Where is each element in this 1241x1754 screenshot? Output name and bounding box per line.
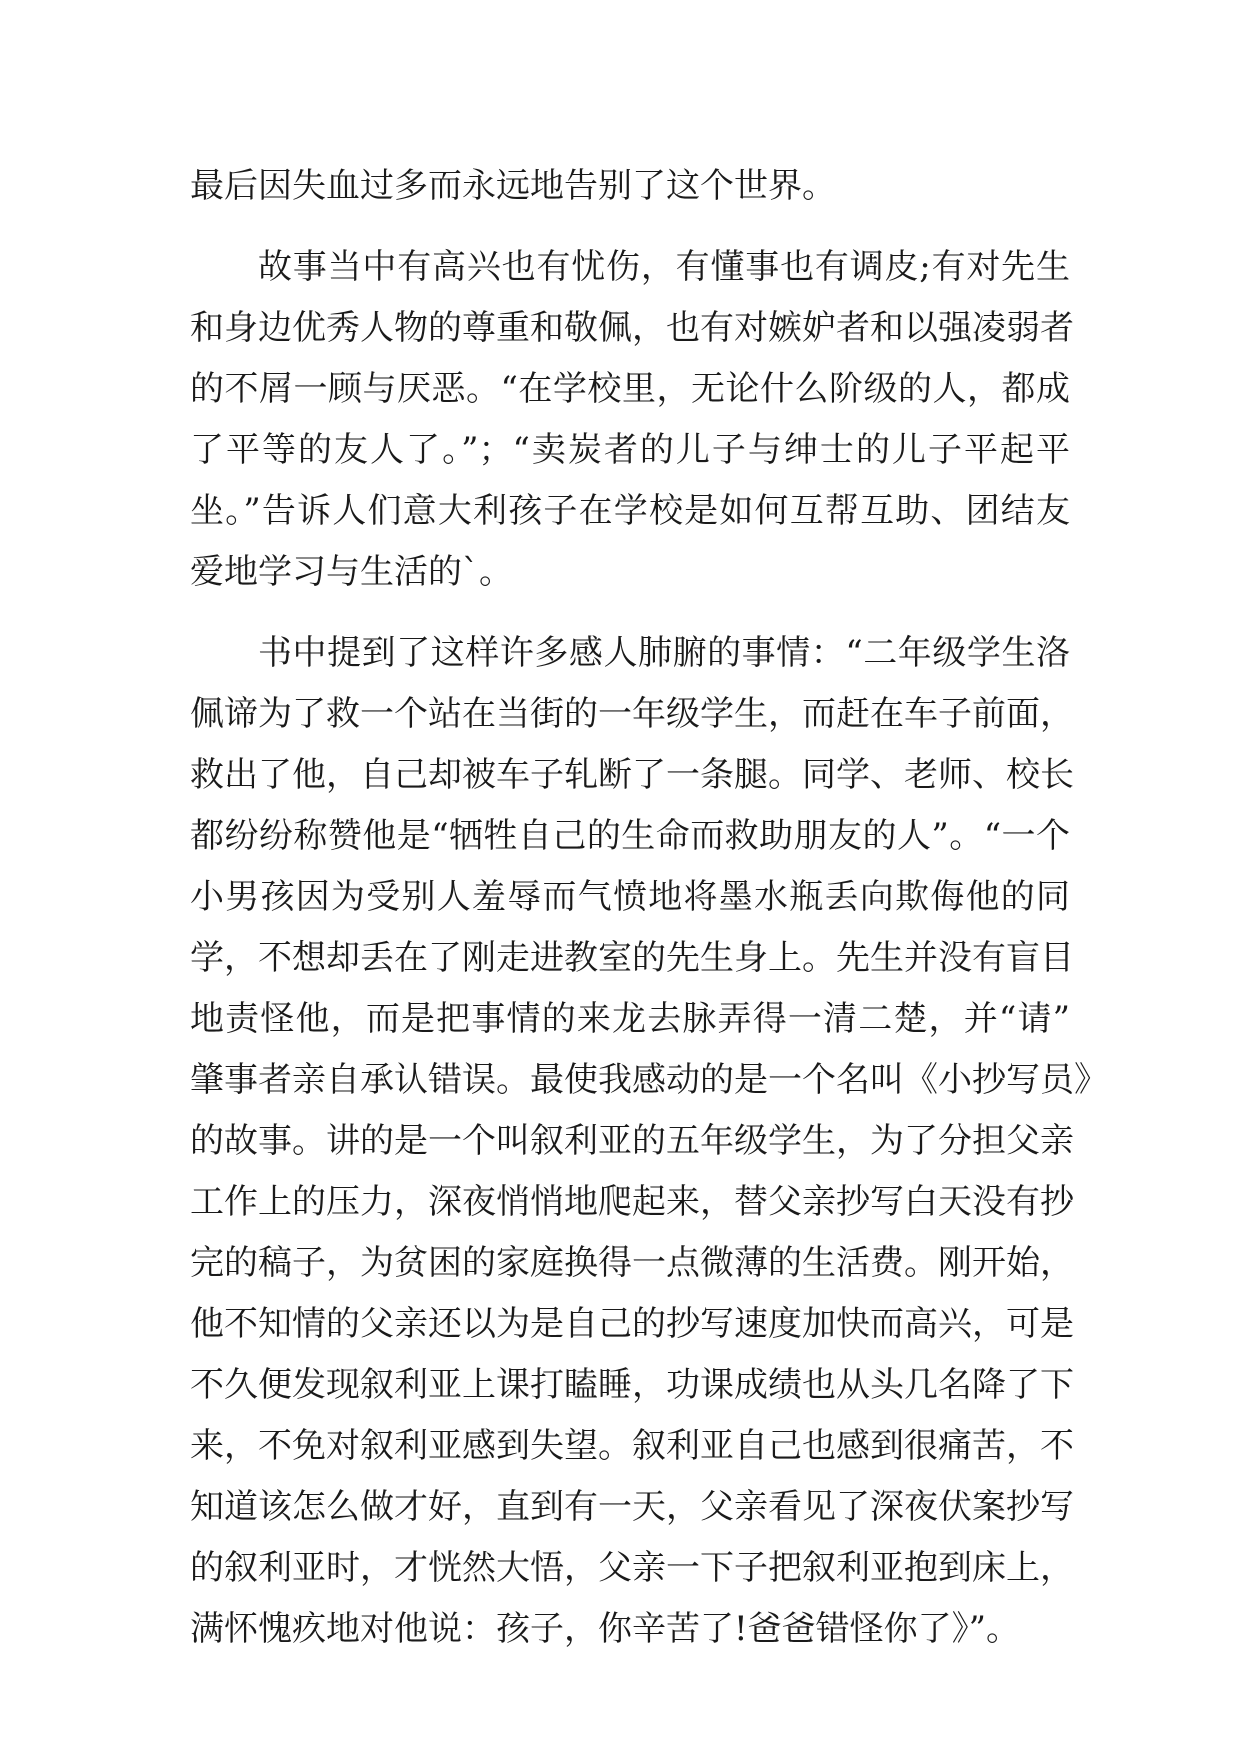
text-line: 和身边优秀人物的尊重和敬佩，也有对嫉妒者和以强凌弱者	[190, 308, 1074, 348]
text-line: 地责怪他，而是把事情的来龙去脉弄得一清二楚，并“请”	[190, 999, 1070, 1039]
text-line: 学，不想却丢在了刚走进教室的先生身上。先生并没有盲目	[190, 938, 1074, 978]
text-line: 完的稿子，为贫困的家庭换得一点微薄的生活费。刚开始，	[190, 1243, 1074, 1283]
text-line: 的不屑一顾与厌恶。“在学校里，无论什么阶级的人，都成	[190, 369, 1070, 409]
paragraph-1	[190, 156, 1070, 217]
text-line: 他不知情的父亲还以为是自己的抄写速度加快而高兴，可是	[190, 1304, 1074, 1344]
text-line: 不久便发现叙利亚上课打瞌睡，功课成绩也从头几名降了下	[190, 1365, 1074, 1405]
body-text	[190, 156, 1108, 1660]
text-line: 来，不免对叙利亚感到失望。叙利亚自己也感到很痛苦，不	[190, 1426, 1074, 1466]
text-line: 书中提到了这样许多感人肺腑的事情：“二年级学生洛	[258, 633, 1070, 673]
text-line: 小男孩因为受别人羞辱而气愤地将墨水瓶丢向欺侮他的同	[190, 877, 1070, 917]
text-line: 知道该怎么做才好，直到有一天，父亲看见了深夜伏案抄写	[190, 1487, 1074, 1527]
paragraph-2	[190, 237, 1074, 603]
text-line: 工作上的压力，深夜悄悄地爬起来，替父亲抄写白天没有抄	[190, 1182, 1074, 1222]
text-line: 的故事。讲的是一个叫叙利亚的五年级学生，为了分担父亲	[190, 1121, 1074, 1161]
text-line: 了平等的友人了。”；“卖炭者的儿子与绅士的儿子平起平	[190, 430, 1070, 470]
text-line: 都纷纷称赞他是“牺牲自己的生命而救助朋友的人”。“一个	[190, 816, 1070, 856]
paragraph-3	[190, 623, 1108, 1660]
text-line: 肇事者亲自承认错误。最使我感动的是一个名叫《小抄写员》	[190, 1060, 1108, 1100]
text-line: 最后因失血过多而永远地告别了这个世界。	[190, 166, 836, 206]
text-line: 坐。”告诉人们意大利孩子在学校是如何互帮互助、团结友	[190, 491, 1070, 531]
text-line: 爱地学习与生活的`。	[190, 552, 513, 592]
text-line: 佩谛为了救一个站在当街的一年级学生，而赶在车子前面，	[190, 694, 1074, 734]
text-line: 救出了他，自己却被车子轧断了一条腿。同学、老师、校长	[190, 755, 1074, 795]
text-line: 故事当中有高兴也有忧伤，有懂事也有调皮;有对先生	[258, 247, 1070, 287]
text-line: 的叙利亚时，才恍然大悟，父亲一下子把叙利亚抱到床上，	[190, 1548, 1074, 1588]
text-line: 满怀愧疚地对他说：孩子，你辛苦了!爸爸错怪你了》”。	[190, 1609, 1021, 1649]
